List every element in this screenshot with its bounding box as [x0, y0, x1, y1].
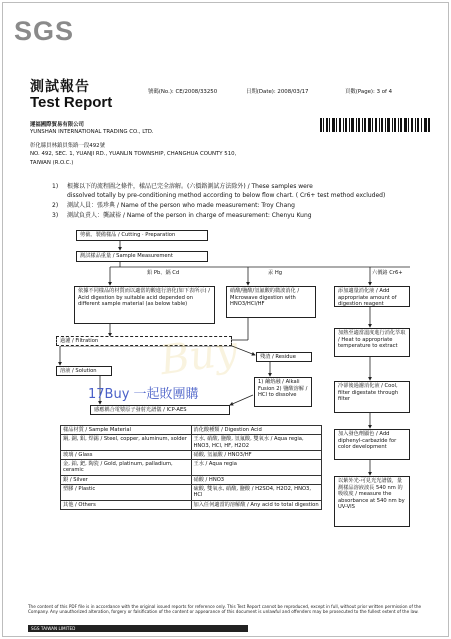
flow-cutting: 剪截、製備樣品 / Cutting · Preparation — [76, 230, 208, 241]
table-cell-material: 玻璃 / Glass — [61, 450, 192, 459]
table-cell-material: 鋼, 銅, 鋁, 焊錫 / Steel, copper, aluminum, solder — [61, 435, 192, 451]
report-date-value: 2008/03/17 — [277, 89, 309, 95]
client-address-en-2: TAIWAN (R.O.C.) — [30, 160, 74, 166]
instruction-3-number: 3) — [52, 212, 59, 219]
report-number-value: CE/2008/33250 — [175, 89, 218, 95]
flow-label-pb-cd: 鉛 Pb、鎘 Cd — [147, 270, 180, 276]
footer-address: NO. 136-1, Wu Kung Road, WuKu Industrial Zone, Taipei county, Taiwan. — [110, 620, 261, 625]
flow-uv-vis: 以紫外光-可見光光譜儀，量測樣品溶液波長 540 nm 的吸收度 / measure the absorbance at 540 nm by UV-VIS — [334, 476, 410, 527]
footer-company: SGS TAIWAN LIMITED — [31, 626, 76, 631]
flow-add-reagent: 添加適量消化液 / Add appropriate amount of digestion reagent — [334, 286, 410, 307]
table-cell-acid: 硝酸 / HNO3 — [191, 475, 322, 484]
material-table-header — [61, 426, 322, 435]
table-cell-acid: 加入任何適當的溶解酸 / Any acid to total digestion — [191, 500, 322, 509]
barcode-icon — [320, 118, 430, 132]
table-cell-acid: 王水 / Aqua regia — [191, 460, 322, 476]
report-date — [246, 87, 309, 95]
report-number-label: 號碼(No.): — [148, 89, 174, 95]
table-row — [61, 500, 322, 509]
watermark-text: 17Buy 一起敗團購 — [88, 387, 199, 402]
table-cell-material: 銀 / Silver — [61, 475, 192, 484]
client-address-en-1: NO. 492, SEC. 1, YUANJI RD., YUANLIN TOWNSHIP, CHANGHUA COUNTY 510, — [30, 151, 237, 157]
table-row — [61, 435, 322, 451]
flow-residue: 殘渣 / Residue — [256, 352, 312, 362]
instruction-1-line2: dissolved totally by pre-conditioning method according to below flow chart. ( Cr6+ test method excluded) — [67, 192, 386, 199]
table-cell-material: 塑膠 / Plastic — [61, 485, 192, 501]
report-number — [148, 87, 217, 95]
flow-add-diphenyl: 加入發色劑顯色 / Add diphenyl-carbazide for color development — [334, 429, 410, 460]
table-row — [61, 475, 322, 484]
sgs-logo — [14, 14, 96, 54]
flow-filtration: 過濾 / Filtration — [56, 336, 232, 346]
flow-label-cr6: 六價鉻 Cr6+ — [372, 270, 403, 276]
table-cell-material: 金, 鉑, 鈀, 陶瓷 / Gold, platinum, palladium, ceramic — [61, 460, 192, 476]
flow-icp-aes: 感應耦合電漿原子發射光譜儀 / ICP-AES — [90, 405, 230, 415]
table-row — [61, 460, 322, 476]
table-row — [61, 485, 322, 501]
flow-solution: 溶液 / Solution — [56, 366, 112, 376]
instruction-2-number: 2) — [52, 202, 59, 209]
client-address-zh: 彰化縣員林鎮員集路一段492號 — [30, 143, 105, 149]
instruction-1-line1: 根據以下的流程圖之條件，樣品已完全溶解。(六價鉻測試方法除外) / These samples were — [67, 183, 313, 190]
footer-disclaimer: The content of this PDF file is in accordance with the original issued reports for reference only. This Test Report cannot be reproduced, except in full, without prior written permission of the Company. Any unauthorized alteration, forgery or falsification of the content or appearance of this document is unlawful and offenders may be prosecuted to the fullest extent of the law. — [28, 604, 422, 614]
table-cell-acid: 硫酸, 雙氧水, 硝酸, 鹽酸 / H2SO4, H2O2, HNO3, HCl — [191, 485, 322, 501]
flow-cool-filter: 冷卻後過濾消化液 / Cool, filter digestate through filter — [334, 381, 410, 413]
report-page-value: 3 of 4 — [376, 89, 393, 95]
table-header-acid: 消化酸種類 / Digestion Acid — [191, 426, 322, 435]
instruction-1-number: 1) — [52, 183, 59, 190]
table-cell-material: 其他 / Others — [61, 500, 192, 509]
report-page-label: 頁數(Page): — [345, 89, 375, 95]
instruction-2-line1: 測試人員：張珍典 / Name of the person who made measurement: Troy Chang — [67, 202, 295, 209]
report-title-zh: 測試報告 — [30, 79, 90, 95]
flow-alkali-fusion: 1) 鹼熔融 / Alkali Fusion 2) 鹽酸溶解 / HCl to dissolve — [254, 377, 312, 407]
flow-label-hg: 汞 Hg — [268, 270, 283, 276]
client-name-en: YUNSHAN INTERNATIONAL TRADING CO., LTD. — [30, 129, 154, 135]
table-header-material: 樣品材質 / Sample Material — [61, 426, 192, 435]
client-name-zh: 運福國際貿易有限公司 — [30, 122, 84, 128]
report-title-en: Test Report — [30, 94, 113, 111]
material-table — [60, 425, 322, 510]
flow-heat-extract: 加熱至適當溫度進行消化萃取 / Heat to appropriate temperature to extract — [334, 328, 410, 357]
sgs-logo-text: SGS — [14, 16, 75, 46]
table-cell-acid: 王水, 硝酸, 鹽酸, 氫氟酸, 雙氧水 / Aqua regia, HNO3, HCl, HF, H2O2 — [191, 435, 322, 451]
report-page — [345, 87, 392, 95]
instruction-3-line1: 測試負責人：龔誠裕 / Name of the person in charge of measurement: Chenyu Kung — [67, 212, 312, 219]
table-cell-acid: 硝酸, 氫氟酸 / HNO3/HF — [191, 450, 322, 459]
flow-microwave-digestion: 硝酸/鹽酸/氫氟酸的微波消化 / Microwave digestion with HNO3/HCl/HF — [226, 286, 316, 318]
report-date-label: 日期(Date): — [246, 89, 276, 95]
flow-sample-measurement: 測試樣品重量 / Sample Measurement — [76, 251, 208, 262]
flow-acid-digestion: 依據不同樣品的材質而以適當的酸進行溶化(如下表所示) / Acid digestion by suitable acid depended on different sample material (as below table) — [74, 286, 215, 324]
table-row — [61, 450, 322, 459]
watermark-logo: Buy — [157, 327, 241, 385]
